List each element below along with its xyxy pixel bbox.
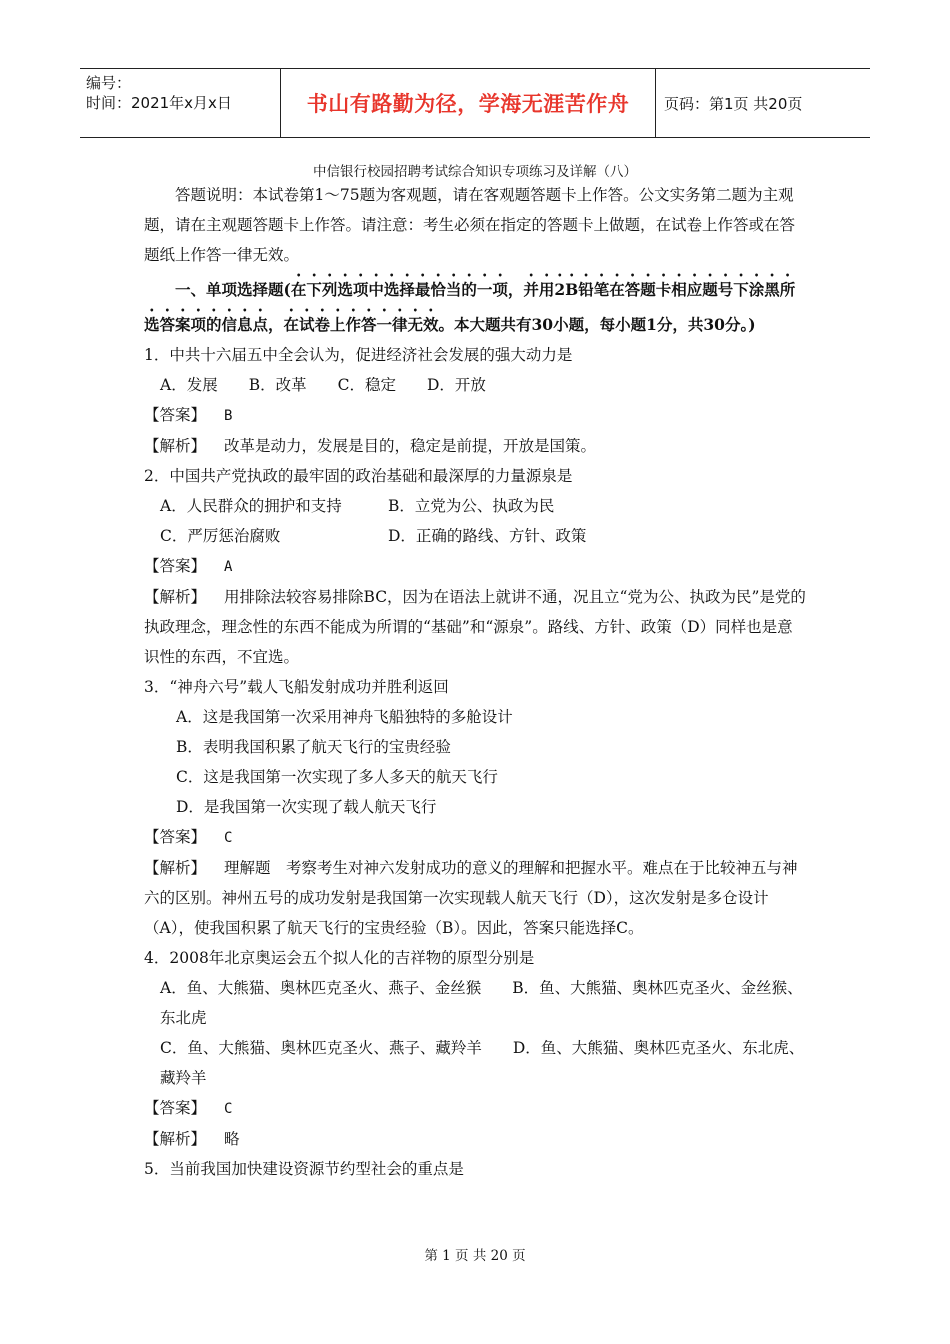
answer-line xyxy=(144,822,808,853)
number-label: 编号： xyxy=(86,74,132,92)
analysis-line xyxy=(144,853,808,943)
answer-value: C xyxy=(224,1101,233,1117)
section-suffix: 本大题共有30小题，每小题1分，共30分。) xyxy=(454,315,756,334)
question-stem: 3．“神舟六号”载人飞船发射成功并胜利返回 xyxy=(144,678,449,696)
option-d: D．正确的路线、方针、政策 xyxy=(388,527,587,545)
answer-label: 【答案】 xyxy=(144,406,207,424)
section-prefix: 一、单项选择题( xyxy=(175,280,291,299)
option-d: D．是我国第一次实现了载人航天飞行 xyxy=(176,798,437,816)
analysis-text: 略 xyxy=(224,1130,240,1148)
answer-line xyxy=(144,551,808,582)
motto: 书山有路勤为径，学海无涯苦作舟 xyxy=(306,92,630,116)
instructions: 答题说明：本试卷第1～75题为客观题，请在客观题答题卡上作答。公文实务第二题为主观题，请在主观题答题卡上作答。请注意：考生必须在指定的答题卡上做题，在试卷上作答或在答题纸上作答一律无效。 xyxy=(144,186,796,264)
analysis-line xyxy=(144,431,808,461)
document-title: 中信银行校园招聘考试综合知识专项练习及详解（八） xyxy=(313,164,637,180)
analysis-text: 改革是动力，发展是目的，稳定是前提，开放是国策。 xyxy=(224,437,597,455)
page-header xyxy=(80,68,870,138)
analysis-label: 【解析】 xyxy=(144,588,207,606)
option-c: C．这是我国第一次实现了多人多天的航天飞行 xyxy=(176,768,498,786)
page-info: 页码：第1页 共20页 xyxy=(664,94,803,113)
section-emphasized: 在下列选项中选择最恰当的一项，并用2B铅笔在答题卡相应题号下涂黑所选答案项的信息点，在试卷上作答一律无效。 xyxy=(144,280,796,334)
header-meta xyxy=(80,69,281,137)
option-a: A．这是我国第一次采用神舟飞船独特的多舱设计 xyxy=(176,708,513,726)
option-a: A．人民群众的拥护和支持 xyxy=(160,497,342,515)
option-row xyxy=(144,491,808,521)
analysis-text: 理解题 考察考生对神六发射成功的意义的理解和把握水平。难点在于比较神五与神六的区别。神州五号的成功发射是我国第一次实现载人航天飞行（D），这次发射是多仓设计（A），使我国积累了航天飞行的宝贵经验（B）。因此，答案只能选择C。 xyxy=(144,859,798,937)
question-stem: 4．2008年北京奥运会五个拟人化的吉祥物的原型分别是 xyxy=(144,949,535,967)
header-motto-cell xyxy=(281,69,656,137)
document-body xyxy=(144,180,808,1184)
analysis-label: 【解析】 xyxy=(144,859,207,877)
option-row xyxy=(144,521,808,551)
answer-line xyxy=(144,1093,808,1124)
option-c: C．严厉惩治腐败 xyxy=(160,527,281,545)
analysis-line xyxy=(144,1124,808,1154)
option-b: B．表明我国积累了航天飞行的宝贵经验 xyxy=(176,738,451,756)
analysis-line xyxy=(144,582,808,672)
question-stem: 2．中国共产党执政的最牢固的政治基础和最深厚的力量源泉是 xyxy=(144,467,573,485)
answer-line xyxy=(144,400,808,431)
answer-label: 【答案】 xyxy=(144,557,207,575)
answer-label: 【答案】 xyxy=(144,828,207,846)
question-options: A．发展 B．改革 C．稳定 D．开放 xyxy=(160,376,486,394)
page-footer: 第 1 页 共 20 页 xyxy=(424,1248,526,1264)
section-heading xyxy=(144,270,808,340)
option-b: B．立党为公、执政为民 xyxy=(388,497,555,515)
answer-value: A xyxy=(224,559,233,575)
question-stem: 5．当前我国加快建设资源节约型社会的重点是 xyxy=(144,1160,464,1178)
date-label: 时间：2021年x月x日 xyxy=(86,94,232,112)
analysis-text: 用排除法较容易排除BC，因为在语法上就讲不通，况且立“党为公、执政为民”是党的执政理念，理念性的东西不能成为所谓的“基础”和“源泉”。路线、方针、政策（D）同样也是意识性的东西，不宜选。 xyxy=(144,588,806,666)
answer-label: 【答案】 xyxy=(144,1099,207,1117)
options-ab: A．鱼、大熊猫、奥林匹克圣火、燕子、金丝猴 B．鱼、大熊猫、奥林匹克圣火、金丝猴、东北虎 xyxy=(160,979,803,1027)
options-cd: C．鱼、大熊猫、奥林匹克圣火、燕子、藏羚羊 D．鱼、大熊猫、奥林匹克圣火、东北虎、藏羚羊 xyxy=(160,1039,805,1087)
analysis-label: 【解析】 xyxy=(144,437,207,455)
question-stem: 1．中共十六届五中全会认为，促进经济社会发展的强大动力是 xyxy=(144,346,573,364)
answer-value: C xyxy=(224,830,233,846)
analysis-label: 【解析】 xyxy=(144,1130,207,1148)
answer-value: B xyxy=(224,408,233,424)
